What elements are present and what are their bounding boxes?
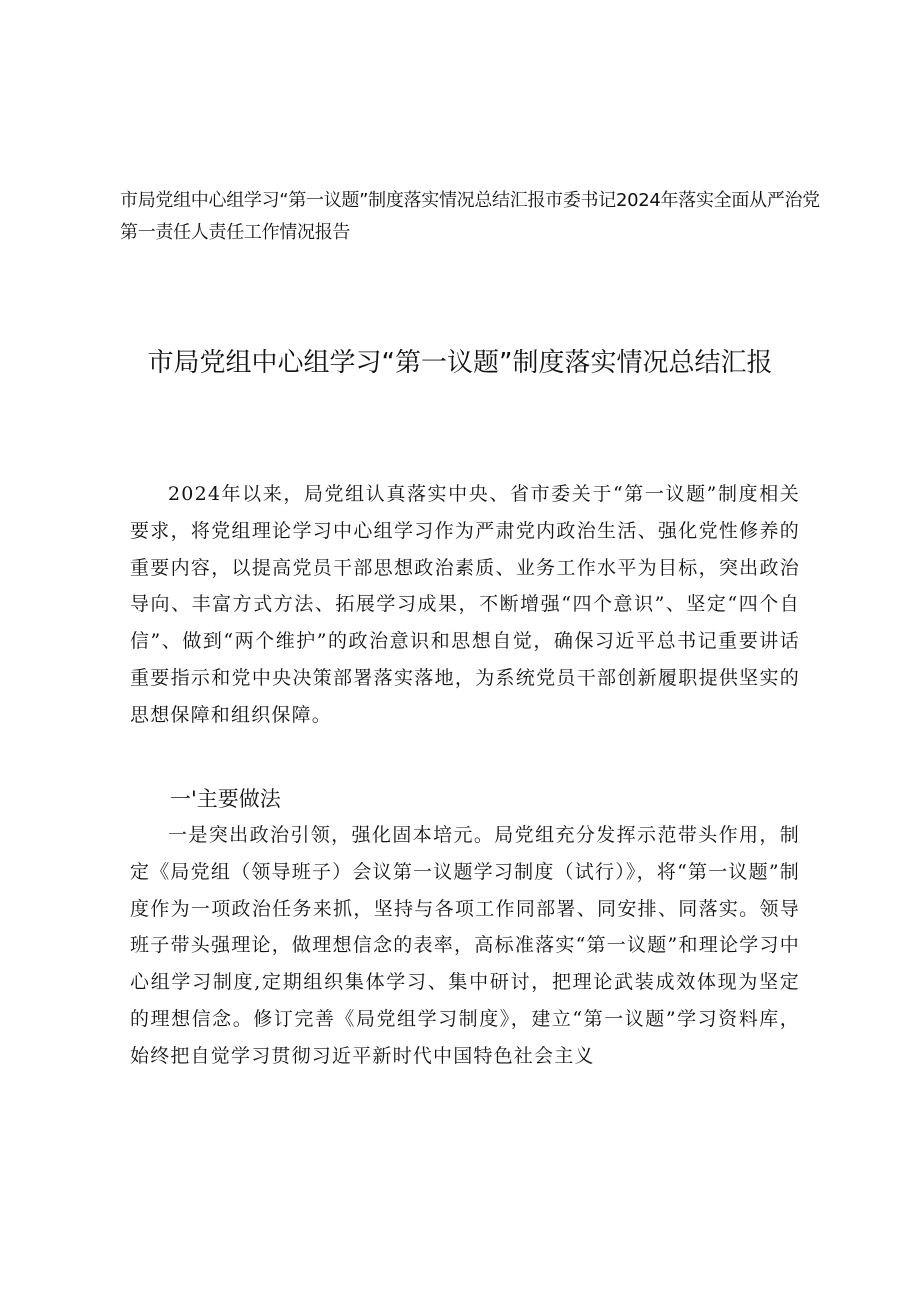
section-heading: 一'主要做法 [170, 787, 281, 811]
section-paragraph: 一是突出政治引领，强化固本培元。局党组充分发挥示范带头作用，制定《局党组（领导班子）会议第一议题学习制度（试行）》，将“第一议题”制度作为一项政治任务来抓，坚持与各项工作同部署、同安排、同落实。领导班子带头强理论，做理想信念的表率，高标准落实“第一议题”和理论学习中心组学习制度,定期组织集体学习、集中研讨，把理论武装成效体现为坚定的理想信念。修订完善《局党组学习制度》，建立“第一议题”学习资料库，始终把自觉学习贯彻习近平新时代中国特色社会主义 [130, 824, 800, 1067]
document-title: 市局党组中心组学习“第一议题”制度落实情况总结汇报 [147, 348, 773, 378]
document-header: 市局党组中心组学习“第一议题”制度落实情况总结汇报市委书记2024年落实全面从严治党第一责任人责任工作情况报告 [120, 190, 820, 243]
intro-paragraph: 2024年以来，局党组认真落实中央、省市委关于“第一议题”制度相关要求，将党组理论学习中心组学习作为严肃党内政治生活、强化党性修养的重要内容，以提高党员干部思想政治素质、业务工作水平为目标，突出政治导向、丰富方式方法、拓展学习成果，不断增强“四个意识”、坚定“四个自信”、做到“两个维护”的政治意识和思想自觉，确保习近平总书记重要讲话重要指示和党中央决策部署落实落地，为系统党员干部创新履职提供坚实的思想保障和组织保障。 [130, 483, 800, 726]
